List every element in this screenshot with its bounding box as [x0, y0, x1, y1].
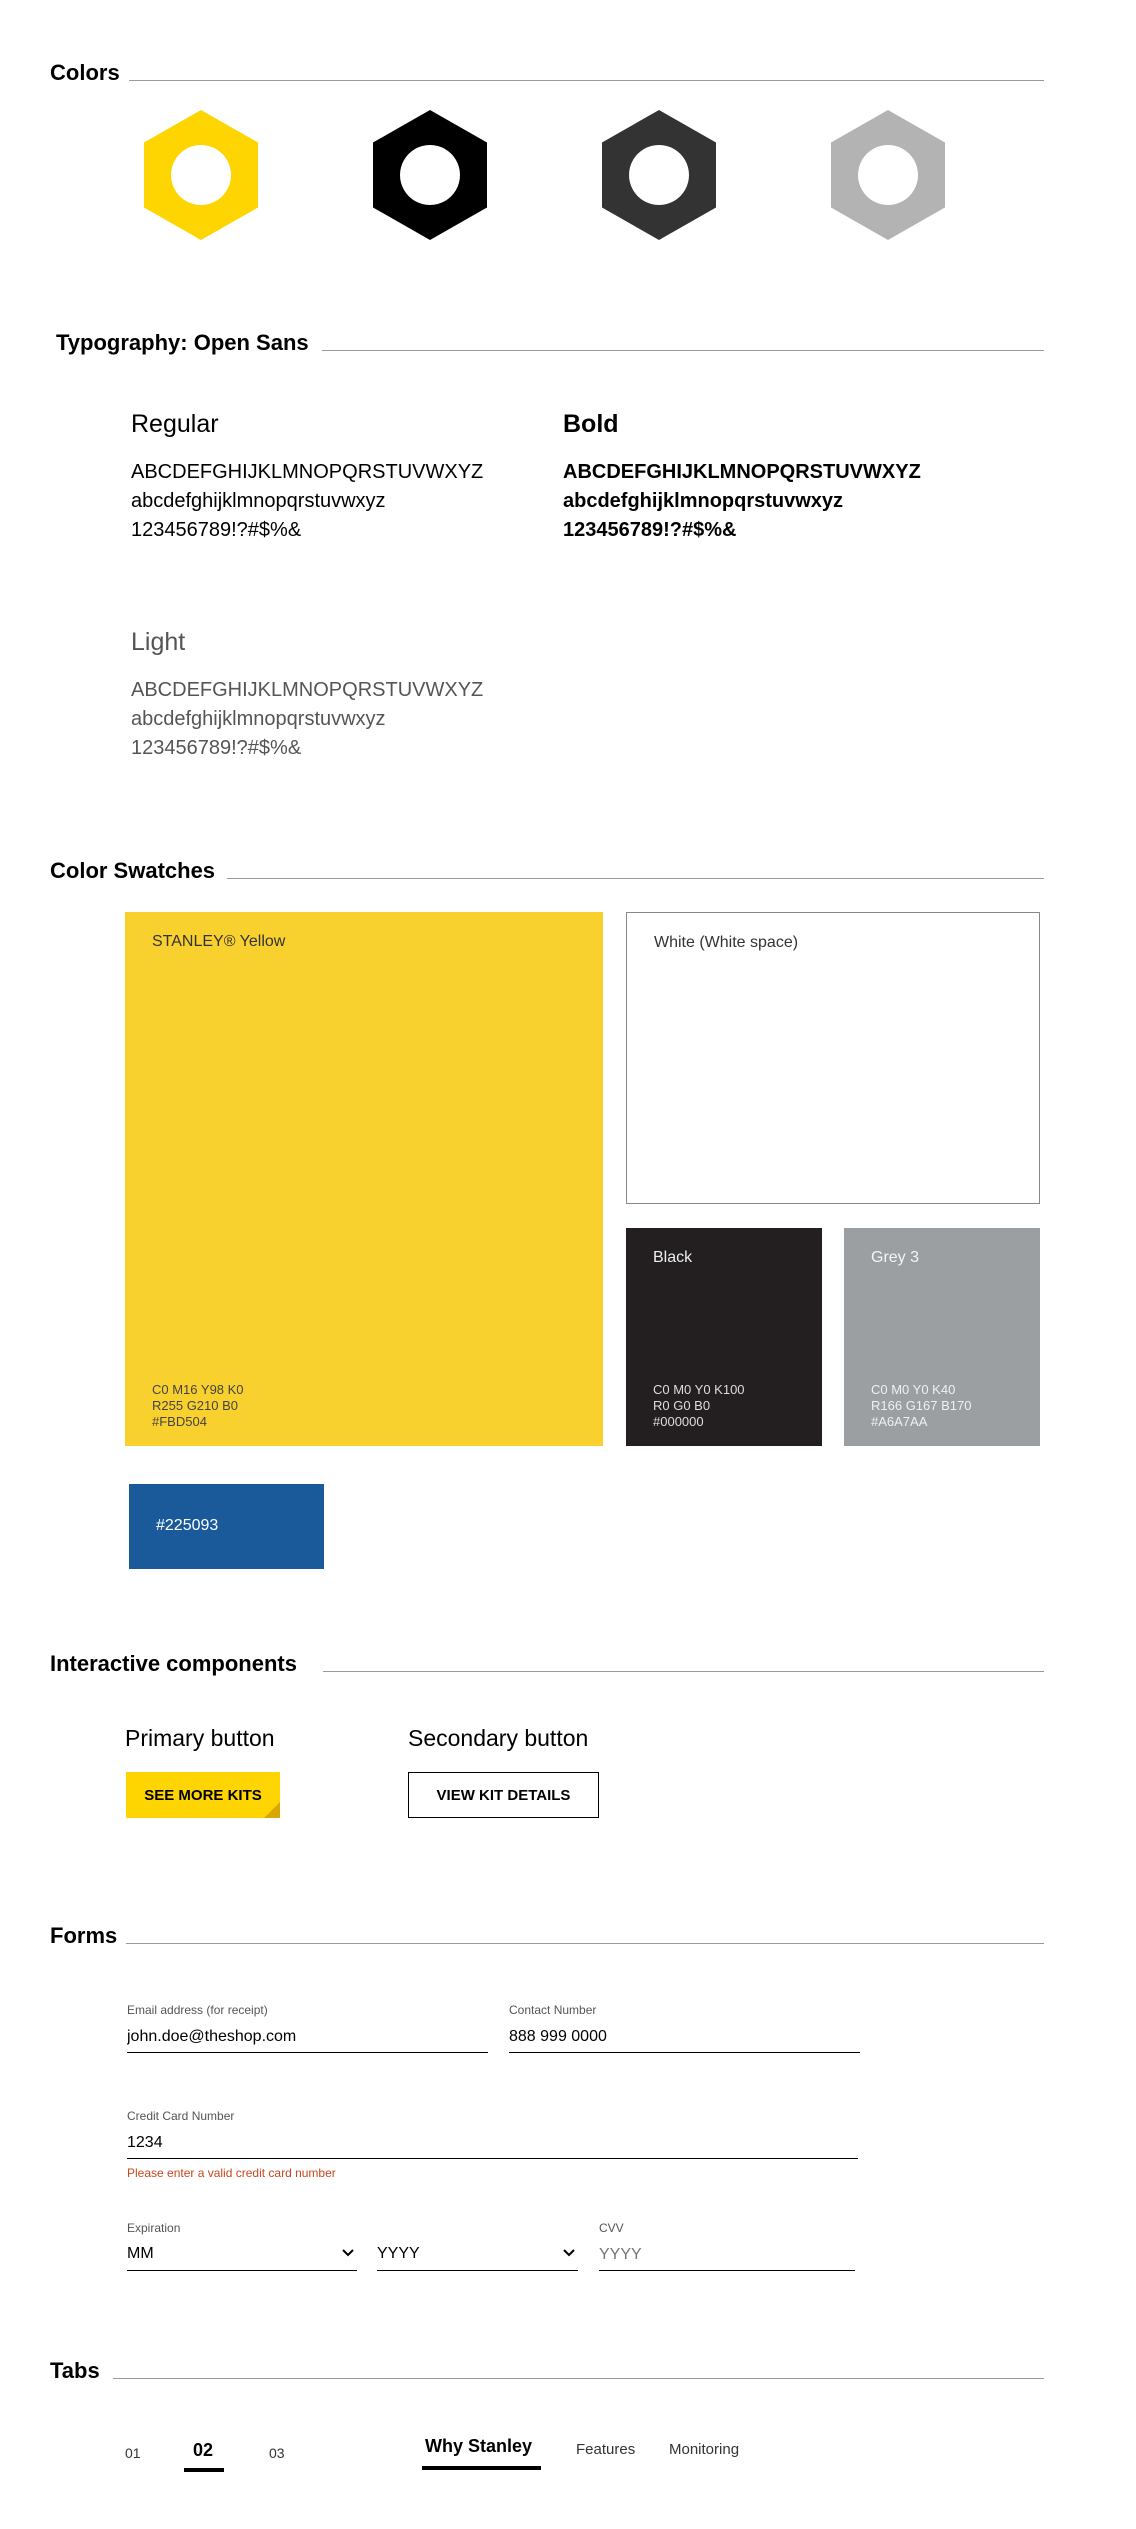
swatch-cmyk: C0 M0 Y0 K40: [871, 1382, 956, 1397]
typography-bold-label: Bold: [563, 410, 619, 438]
email-label: Email address (for receipt): [127, 2003, 268, 2017]
button-corner-accent: [264, 1802, 280, 1818]
expiration-year-select[interactable]: [377, 2243, 578, 2271]
section-divider: [126, 1943, 1044, 1944]
swatch-hex: #FBD504: [152, 1414, 207, 1429]
typography-light-upper: ABCDEFGHIJKLMNOPQRSTUVWXYZ: [131, 679, 484, 701]
hex-nut-icon: [373, 110, 487, 240]
typography-light-digits: 123456789!?#$%&: [131, 737, 302, 759]
typography-regular-label: Regular: [131, 410, 219, 438]
expiration-month-select[interactable]: [127, 2243, 357, 2271]
cvv-field[interactable]: [599, 2243, 855, 2271]
section-divider: [113, 2378, 1044, 2379]
section-title-forms: Forms: [50, 1923, 118, 1948]
swatch-black: [626, 1228, 822, 1446]
swatch-cmyk: C0 M0 Y0 K100: [653, 1382, 745, 1397]
tab-monitoring[interactable]: Monitoring: [669, 2441, 740, 2458]
expiration-label: Expiration: [127, 2221, 181, 2235]
section-title-typography: Typography: Open Sans: [56, 330, 309, 355]
typography-light-lower: abcdefghijklmnopqrstuvwxyz: [131, 708, 386, 730]
section-divider: [322, 350, 1044, 351]
chevron-down-icon: [562, 2246, 576, 2260]
typography-regular-upper: ABCDEFGHIJKLMNOPQRSTUVWXYZ: [131, 461, 484, 483]
typography-bold-lower: abcdefghijklmnopqrstuvwxyz: [563, 490, 844, 512]
typography-bold-digits: 123456789!?#$%&: [563, 519, 737, 541]
hex-nut-icon: [144, 110, 258, 240]
tab-number-02[interactable]: 02: [193, 2440, 214, 2460]
section-title-tabs: Tabs: [50, 2358, 100, 2383]
secondary-button-label: Secondary button: [408, 1725, 589, 1751]
button-text: VIEW KIT DETAILS: [436, 1786, 571, 1804]
hex-nut-icon: [831, 110, 945, 240]
swatch-rgb: R255 G210 B0: [152, 1398, 239, 1413]
credit-card-error: Please enter a valid credit card number: [127, 2166, 336, 2180]
swatch-blue: [129, 1484, 324, 1569]
swatch-grey-3: [844, 1228, 1040, 1446]
swatch-hex: #225093: [156, 1517, 219, 1534]
cvv-label: CVV: [599, 2221, 624, 2235]
active-tab-indicator: [184, 2468, 224, 2472]
swatch-stanley-yellow: [125, 912, 603, 1446]
tab-number-03[interactable]: 03: [269, 2445, 285, 2461]
typography-regular-digits: 123456789!?#$%&: [131, 519, 302, 541]
credit-card-label: Credit Card Number: [127, 2109, 235, 2123]
button-text: SEE MORE KITS: [144, 1786, 262, 1804]
select-value: MM: [127, 2245, 154, 2262]
active-tab-indicator: [422, 2466, 541, 2470]
primary-button-label: Primary button: [125, 1725, 275, 1751]
tab-features[interactable]: Features: [576, 2441, 636, 2458]
swatch-rgb: R0 G0 B0: [653, 1398, 711, 1413]
credit-card-field[interactable]: [127, 2131, 858, 2159]
swatch-hex: #000000: [653, 1414, 704, 1429]
typography-regular-lower: abcdefghijklmnopqrstuvwxyz: [131, 490, 386, 512]
swatch-white: [626, 912, 1040, 1204]
swatch-cmyk: C0 M16 Y98 K0: [152, 1382, 244, 1397]
section-divider: [227, 878, 1044, 879]
section-title-interactive: Interactive components: [50, 1651, 297, 1676]
swatch-hex: #A6A7AA: [871, 1414, 928, 1429]
typography-bold-upper: ABCDEFGHIJKLMNOPQRSTUVWXYZ: [563, 461, 921, 483]
section-title-colors: Colors: [50, 60, 120, 85]
swatch-name: White (White space): [654, 934, 799, 951]
tab-number-01[interactable]: 01: [125, 2445, 141, 2461]
typography-light-label: Light: [131, 628, 186, 656]
contact-number-field[interactable]: [509, 2025, 860, 2053]
swatch-name: STANLEY® Yellow: [152, 933, 286, 950]
swatch-name: Grey 3: [871, 1249, 920, 1266]
email-field[interactable]: [127, 2025, 488, 2053]
section-divider: [323, 1671, 1044, 1672]
select-value: YYYY: [377, 2245, 420, 2262]
hex-nut-icon: [602, 110, 716, 240]
view-kit-details-button[interactable]: [408, 1772, 599, 1818]
see-more-kits-button[interactable]: [126, 1772, 280, 1818]
swatch-name: Black: [653, 1249, 693, 1266]
section-title-color-swatches: Color Swatches: [50, 858, 216, 883]
chevron-down-icon: [341, 2246, 355, 2260]
section-divider: [129, 80, 1044, 81]
tab-why-stanley[interactable]: Why Stanley: [425, 2436, 533, 2456]
swatch-rgb: R166 G167 B170: [871, 1398, 972, 1413]
contact-number-label: Contact Number: [509, 2003, 597, 2017]
